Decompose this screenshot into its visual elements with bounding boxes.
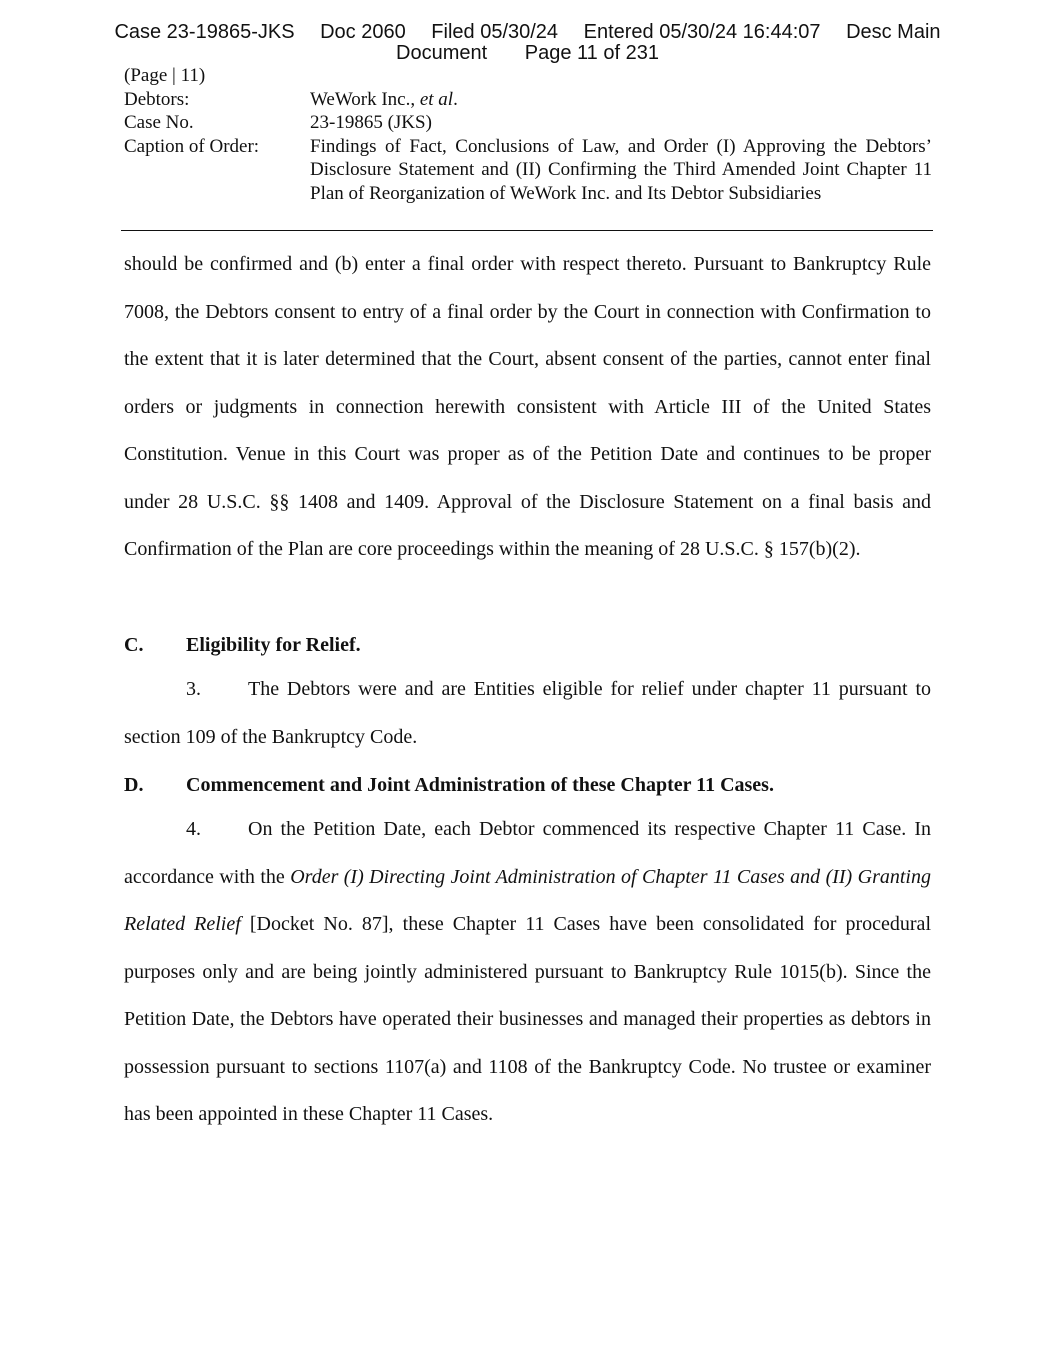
caption-debtors-row	[124, 88, 932, 112]
caption-page-ref: (Page | 11)	[124, 65, 206, 86]
caption-case-value: 23-19865 (JKS)	[310, 112, 432, 133]
caption-case-label: Case No.	[124, 112, 194, 133]
section-c-title: Eligibility for Relief.	[186, 634, 361, 656]
paragraph-4-order-title: Order (I) Directing Joint Administration of Chapter 11 Cases and (II) Granting Related Relief	[124, 865, 931, 935]
stamp-entered: Entered 05/30/24 16:44:07	[583, 21, 821, 43]
debtors-name: WeWork Inc.,	[310, 88, 416, 110]
section-c-letter: C.	[124, 634, 144, 656]
caption-order-label: Caption of Order:	[124, 135, 260, 157]
case-caption	[124, 64, 932, 205]
paragraph-4-number: 4.	[186, 818, 201, 840]
stamp-case: Case 23-19865-JKS	[114, 21, 295, 43]
filing-stamp-line-1	[0, 21, 1055, 43]
paragraph-continued: should be confirmed and (b) enter a final order with respect thereto. Pursuant to Bankruptcy Rule 7008, the Debtors consent to entry of a final order by the Court in connection with Confirmation to the extent that it is later determined that the Court, absent consent of the parties, cannot enter final orders or judgments in connection herewith consistent with Article III of the United States Constitution. Venue in this Court was proper as of the Petition Date and continues to be proper under 28 U.S.C. §§ 1408 and 1409. Approval of the Disclosure Statement on a final basis and Confirmation of the Plan are core proceedings within the meaning of 28 U.S.C. § 157(b)(2).	[124, 253, 931, 560]
paragraph-4-text-before: On the Petition Date, each Debtor commenced its respective Chapter 11 Case. In accordance with the	[124, 818, 931, 888]
paragraph-3	[124, 666, 931, 761]
stamp-page: Page 11 of 231	[524, 42, 659, 64]
caption-divider	[121, 230, 933, 231]
stamp-desc: Desc Main	[846, 21, 941, 43]
paragraph-3-number: 3.	[186, 678, 201, 700]
caption-page-row	[124, 64, 932, 88]
caption-debtors-value	[310, 88, 932, 112]
caption-case-row	[124, 111, 932, 135]
section-heading-c	[124, 633, 931, 657]
section-heading-d	[124, 773, 931, 797]
filing-stamp-line-2	[0, 42, 1055, 64]
caption-order-value: Findings of Fact, Conclusions of Law, and Order (I) Approving the Debtors’ Disclosure Statement and (II) Confirming the Third Amended Joint Chapter 11 Plan of Reorganization of WeWork Inc. and Its Debtor Subsidiaries	[310, 135, 932, 204]
caption-debtors-label: Debtors:	[124, 88, 190, 110]
paragraph-4	[124, 806, 931, 1139]
section-d-title: Commencement and Joint Administration of these Chapter 11 Cases.	[186, 774, 774, 796]
debtors-etal: et al	[419, 88, 454, 110]
section-d-letter: D.	[124, 774, 144, 796]
caption-order-row	[124, 135, 932, 206]
paragraph-3-text: The Debtors were and are Entities eligible for relief under chapter 11 pursuant to section 109 of the Bankruptcy Code.	[124, 678, 931, 748]
debtors-period: .	[453, 88, 458, 110]
stamp-document: Document	[396, 42, 488, 64]
stamp-filed: Filed 05/30/24	[431, 21, 559, 43]
paragraph-4-text-after: [Docket No. 87], these Chapter 11 Cases have been consolidated for procedural purposes only and are being jointly administered pursuant to Bankruptcy Rule 1015(b). Since the Petition Date, the Debtors have operated their businesses and managed their properties as debtors in possession pursuant to sections 1107(a) and 1108 of the Bankruptcy Code. No trustee or examiner has been appointed in these Chapter 11 Cases.	[124, 913, 931, 1125]
stamp-doc: Doc 2060	[320, 21, 406, 43]
